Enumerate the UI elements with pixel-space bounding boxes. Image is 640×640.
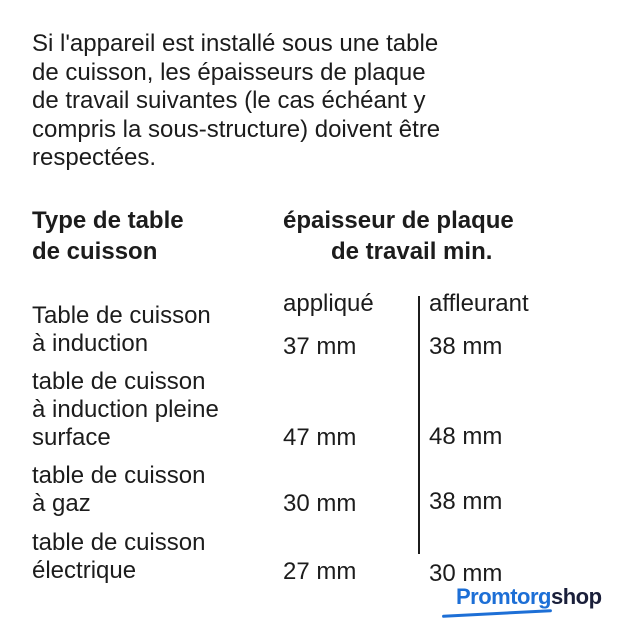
- intro-line: compris la sous-structure) doivent être: [32, 115, 441, 143]
- header-line: épaisseur de plaque: [283, 207, 514, 234]
- value-affleurant: 30 mm: [429, 560, 503, 587]
- value-applique: 47 mm: [283, 424, 357, 451]
- subheader-applique: appliqué: [283, 290, 374, 317]
- row-label-gas: [32, 462, 205, 518]
- row-label-line: table de cuisson: [32, 529, 206, 556]
- row-label-line: à induction pleine: [32, 396, 219, 423]
- intro-line: Si l'appareil est installé sous une table: [32, 30, 439, 57]
- value-affleurant: 48 mm: [429, 423, 503, 450]
- intro-line: respectées.: [32, 144, 157, 171]
- intro-paragraph: [32, 30, 592, 173]
- header-line: Type de table: [32, 207, 184, 234]
- watermark-logo: [456, 584, 602, 610]
- intro-line: de travail suivantes (le cas échéant y: [32, 87, 426, 114]
- row-label-electric: [32, 529, 205, 585]
- row-label-induction-full-surface: [32, 368, 219, 452]
- value-applique: 27 mm: [283, 558, 357, 585]
- value-applique: 37 mm: [283, 333, 357, 360]
- row-label-line: à induction: [32, 330, 149, 357]
- subheader-affleurant: affleurant: [429, 290, 529, 317]
- column-divider: [418, 296, 420, 554]
- value-applique: 30 mm: [283, 490, 357, 517]
- column-header-thickness: [283, 205, 514, 267]
- row-label-line: surface: [32, 424, 111, 451]
- watermark-part: shop: [551, 584, 602, 609]
- column-header-type: [32, 205, 184, 267]
- row-label-line: table de cuisson: [32, 462, 206, 489]
- row-label-line: Table de cuisson: [32, 302, 211, 329]
- row-label-line: table de cuisson: [32, 368, 206, 395]
- row-label-induction: [32, 302, 211, 358]
- value-affleurant: 38 mm: [429, 488, 503, 515]
- header-line: de cuisson: [32, 238, 158, 265]
- watermark-part: Promtorg: [456, 584, 551, 609]
- value-affleurant: 38 mm: [429, 333, 503, 360]
- header-line: de travail min.: [331, 238, 493, 265]
- intro-line: de cuisson, les épaisseurs de plaque: [32, 58, 426, 86]
- row-label-line: électrique: [32, 557, 137, 584]
- row-label-line: à gaz: [32, 490, 91, 517]
- watermark-underline: [442, 609, 552, 618]
